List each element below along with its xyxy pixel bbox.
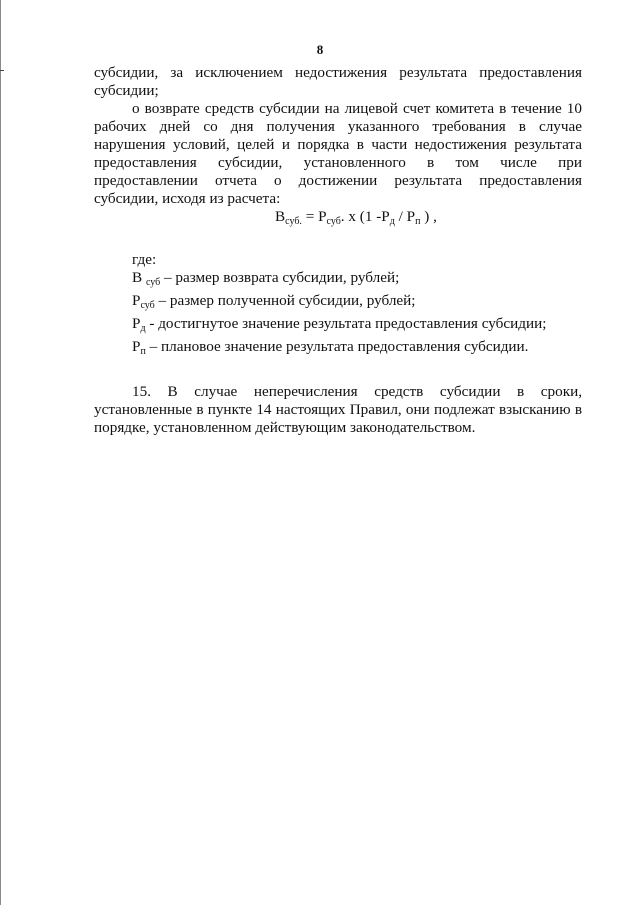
definition-text: – плановое значение результата предоставления субсидии. — [145, 338, 529, 355]
definition-symbol: Р — [132, 338, 141, 355]
formula-v-sub: суб. — [285, 216, 302, 227]
definition-symbol: Р — [132, 292, 141, 309]
formula-definitions — [94, 251, 582, 361]
definition-line — [132, 338, 582, 361]
formula-end: ) , — [420, 208, 437, 225]
paragraph-clause-15: 15. В случае неперечисления средств субсидии в сроки, установленные в пункте 14 настоящих Правил, они подлежат взысканию в порядке, установленном действующим законодательством. — [94, 383, 582, 436]
definition-subscript: суб — [145, 277, 161, 288]
where-label: где: — [132, 251, 157, 268]
paragraph-continuation: субсидии, за исключением недостижения результата предоставления субсидии; — [94, 64, 582, 99]
formula-mid: . х (1 -Р — [340, 208, 390, 225]
definition-symbol: В — [132, 269, 143, 286]
definition-line — [132, 315, 582, 338]
formula-slash: / Р — [394, 208, 416, 225]
document-body — [94, 64, 582, 437]
scan-edge-mark — [0, 70, 4, 71]
definition-subscript: д — [140, 323, 146, 334]
scan-edge-line — [0, 0, 1, 905]
definition-line — [132, 269, 582, 292]
page-number: 8 — [316, 42, 324, 57]
formula-eq: = Р — [301, 208, 327, 225]
refund-formula — [94, 208, 582, 231]
formula-pp-sub: п — [415, 216, 421, 227]
definition-text: – размер полученной субсидии, рублей; — [154, 292, 416, 309]
definition-text: - достигнутое значение результата предоставления субсидии; — [145, 315, 547, 332]
definition-subscript: п — [140, 346, 146, 357]
paragraph-refund-requirement: о возврате средств субсидии на лицевой счет комитета в течение 10 рабочих дней со дня получения указанного требования в случае нарушения условий, целей и порядка в части недостижения результата предоставления субсидии, установленного в том числе при предоставлении отчета о достижении результата предоставления субсидии, исходя из расчета: — [94, 100, 582, 207]
formula-p-sub: суб — [326, 216, 341, 227]
definition-line — [132, 292, 582, 315]
definition-symbol: Р — [132, 315, 141, 332]
formula-pd-sub: д — [389, 216, 395, 227]
formula-v: В — [275, 208, 286, 225]
definition-subscript: суб — [140, 300, 155, 311]
definition-text: – размер возврата субсидии, рублей; — [160, 269, 400, 286]
